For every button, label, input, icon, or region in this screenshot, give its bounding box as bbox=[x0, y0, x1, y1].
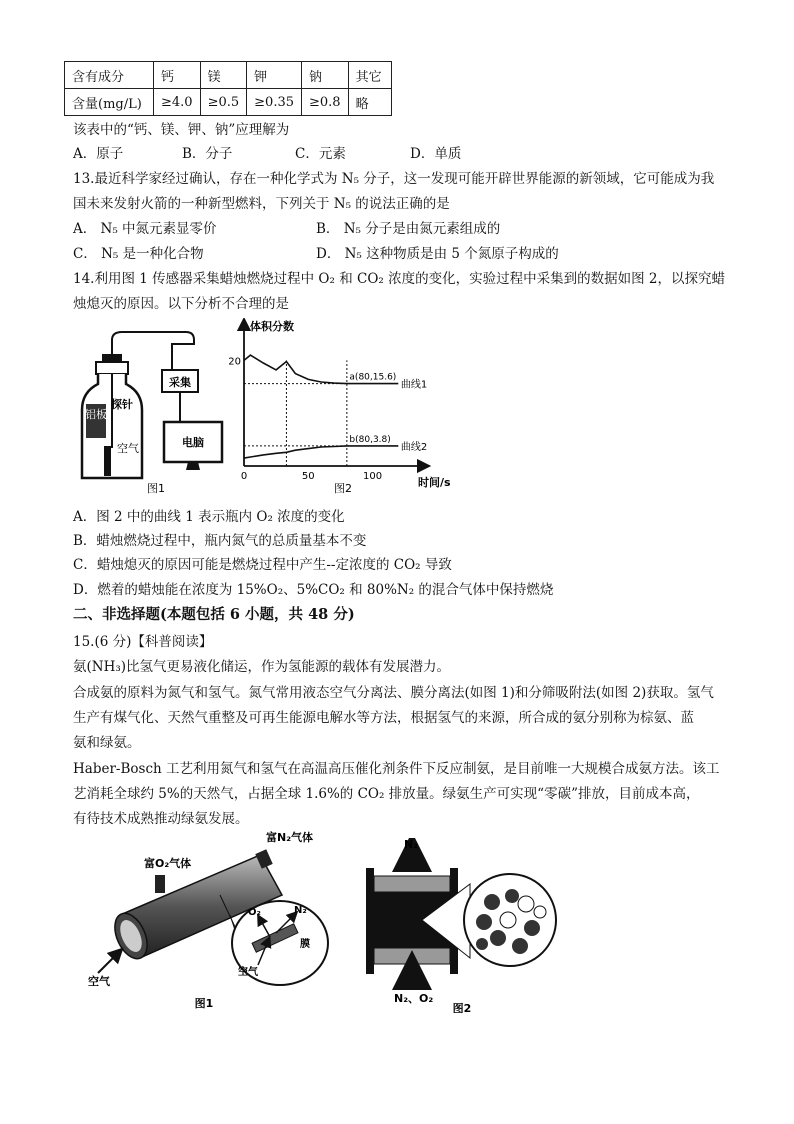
label-n2-out: N₂ bbox=[404, 838, 419, 851]
annotation-b: b(80,3.8) bbox=[349, 434, 391, 445]
table-header-row bbox=[65, 62, 392, 89]
concentration-chart bbox=[228, 318, 458, 496]
table-cell: 钙 bbox=[154, 62, 201, 89]
column-top-mesh bbox=[374, 876, 450, 892]
label-air-small: 空气 bbox=[238, 967, 258, 978]
q12-option-b: B．分子 bbox=[182, 146, 233, 162]
table-cell: 钠 bbox=[302, 62, 349, 89]
q12-option-d: D．单质 bbox=[410, 146, 462, 162]
tube-side-outlet bbox=[155, 875, 165, 893]
fig-membrane-caption: 图1 bbox=[194, 997, 214, 1010]
candle bbox=[104, 446, 111, 476]
q15-paragraph-3-line3: 有待技术成熟推动绿氨发展。 bbox=[73, 811, 249, 827]
table-cell: 其它 bbox=[348, 62, 391, 89]
q13-option-c: C． N₅ 是一种化合物 bbox=[73, 246, 204, 262]
q14-option-d: D．燃着的蜡烛能在浓度为 15%O₂、5%CO₂ 和 80%N₂ 的混合气体中保持燃烧 bbox=[73, 582, 554, 598]
q14-stem-line2: 烛熄灭的原因。以下分析不合理的是 bbox=[73, 296, 289, 312]
q12-stem: 该表中的“钙、镁、钾、钠”应理解为 bbox=[73, 122, 290, 138]
table-cell: ≥4.0 bbox=[154, 89, 201, 116]
q12-option-a: A．原子 bbox=[73, 146, 124, 162]
annotation-a: a(80,15.6) bbox=[349, 372, 397, 383]
y-tick-label: 20 bbox=[228, 356, 241, 368]
bottle-stopper bbox=[102, 354, 122, 362]
label-n2: N₂ bbox=[294, 905, 307, 916]
x-tick-label: 50 bbox=[301, 471, 315, 482]
q15-paragraph-2-line1: 合成氨的原料为氮气和氢气。氮气常用液态空气分离法、膜分离法(如图 1)和分筛吸附法(如图 2)获取。氢气 bbox=[73, 685, 714, 701]
table-cell: 含量(mg/L) bbox=[65, 89, 154, 116]
label-computer: 电脑 bbox=[182, 436, 204, 449]
q15-heading: 15.(6 分)【科普阅读】 bbox=[73, 634, 213, 650]
series-label: 曲线1 bbox=[400, 379, 428, 391]
table-cell: 镁 bbox=[200, 62, 247, 89]
label-n2-rich: 富N₂气体 bbox=[266, 831, 314, 844]
x-axis-label: 时间/s bbox=[418, 476, 451, 489]
label-collector: 采集 bbox=[169, 376, 191, 389]
column-bottom-mesh bbox=[374, 948, 450, 964]
membrane-figure bbox=[80, 825, 360, 1015]
q15-paragraph-3-line1: Haber-Bosch 工艺利用氮气和氢气在高温高压催化剂条件下反应制氨，是目前唯一大规模合成氨方法。该工 bbox=[73, 761, 720, 777]
q15-paragraph-1: 氨(NH₃)比氢气更易液化储运，作为氢能源的载体有发展潜力。 bbox=[73, 659, 451, 675]
section-title: 二、非选择题(本题包括 6 小题，共 48 分) bbox=[73, 606, 355, 623]
table-cell: ≥0.5 bbox=[200, 89, 247, 116]
sieve-figure bbox=[362, 838, 562, 1013]
y-axis-label: 体积分数 bbox=[250, 320, 294, 333]
label-plate: 铝板 bbox=[85, 408, 107, 421]
composition-table bbox=[64, 61, 392, 116]
label-n2-o2-in: N₂、O₂ bbox=[394, 992, 434, 1005]
q13-option-b: B． N₅ 分子是由氮元素组成的 bbox=[316, 221, 501, 237]
label-air: 空气 bbox=[117, 442, 139, 455]
table-cell: ≥0.8 bbox=[302, 89, 349, 116]
series-line-2 bbox=[244, 446, 398, 458]
fig1-caption: 图1 bbox=[147, 482, 165, 495]
label-o2-rich: 富O₂气体 bbox=[144, 857, 192, 870]
table-cell: 钾 bbox=[247, 62, 302, 89]
q15-paragraph-3-line2: 艺消耗全球约 5%的天然气，占据全球 1.6%的 CO₂ 排放量。绿氨生产可实现“零碳”排放，目前成本高， bbox=[73, 786, 700, 802]
series-label: 曲线2 bbox=[400, 441, 428, 453]
q13-stem-line2: 国未来发射火箭的一种新型燃料，下列关于 N₅ 的说法正确的是 bbox=[73, 196, 450, 212]
air-inlet-arrow bbox=[98, 953, 118, 973]
fig-sieve-caption: 图2 bbox=[452, 1002, 472, 1013]
table-row bbox=[65, 89, 392, 116]
bottle-cap bbox=[96, 362, 128, 374]
table-cell: 含有成分 bbox=[65, 62, 154, 89]
monitor-stand bbox=[186, 462, 200, 470]
label-membrane: 膜 bbox=[300, 939, 310, 950]
q13-option-d: D． N₅ 这种物质是由 5 个氮原子构成的 bbox=[316, 246, 559, 262]
label-o2: O₂ bbox=[248, 907, 261, 918]
q15-paragraph-2-line3: 氨和绿氨。 bbox=[73, 735, 141, 751]
label-air-inlet: 空气 bbox=[88, 975, 110, 988]
q13-stem-line1: 13.最近科学家经过确认，存在一种化学式为 N₅ 分子，这一发现可能开辟世界能源的新领域，它可能成为我 bbox=[73, 171, 715, 187]
q12-option-c: C．元素 bbox=[295, 146, 346, 162]
q13-option-a: A． N₅ 中氮元素显零价 bbox=[73, 221, 217, 237]
q14-option-a: A．图 2 中的曲线 1 表示瓶内 O₂ 浓度的变化 bbox=[73, 509, 345, 525]
q15-paragraph-2-line2: 生产有煤气化、天然气重整及可再生能源电解水等方法，根据氢气的来源，所合成的氨分别称为棕氨、蓝 bbox=[73, 710, 694, 726]
apparatus-figure bbox=[76, 318, 236, 496]
x-tick-label: 0 bbox=[240, 471, 248, 482]
label-probe: 探针 bbox=[111, 398, 133, 411]
column-wall-left bbox=[366, 868, 374, 974]
x-tick-label: 100 bbox=[363, 471, 383, 482]
table-cell: ≥0.35 bbox=[247, 89, 302, 116]
q14-option-b: B．蜡烛燃烧过程中，瓶内氮气的总质量基本不变 bbox=[73, 533, 367, 549]
q14-stem-line1: 14.利用图 1 传感器采集蜡烛燃烧过程中 O₂ 和 CO₂ 浓度的变化，实验过程中采集到的数据如图 2，以探究蜡 bbox=[73, 271, 725, 287]
table-cell: 略 bbox=[348, 89, 391, 116]
q14-option-c: C．蜡烛熄灭的原因可能是燃烧过程中产生--定浓度的 CO₂ 导致 bbox=[73, 557, 452, 573]
fig2-caption: 图2 bbox=[334, 482, 352, 495]
